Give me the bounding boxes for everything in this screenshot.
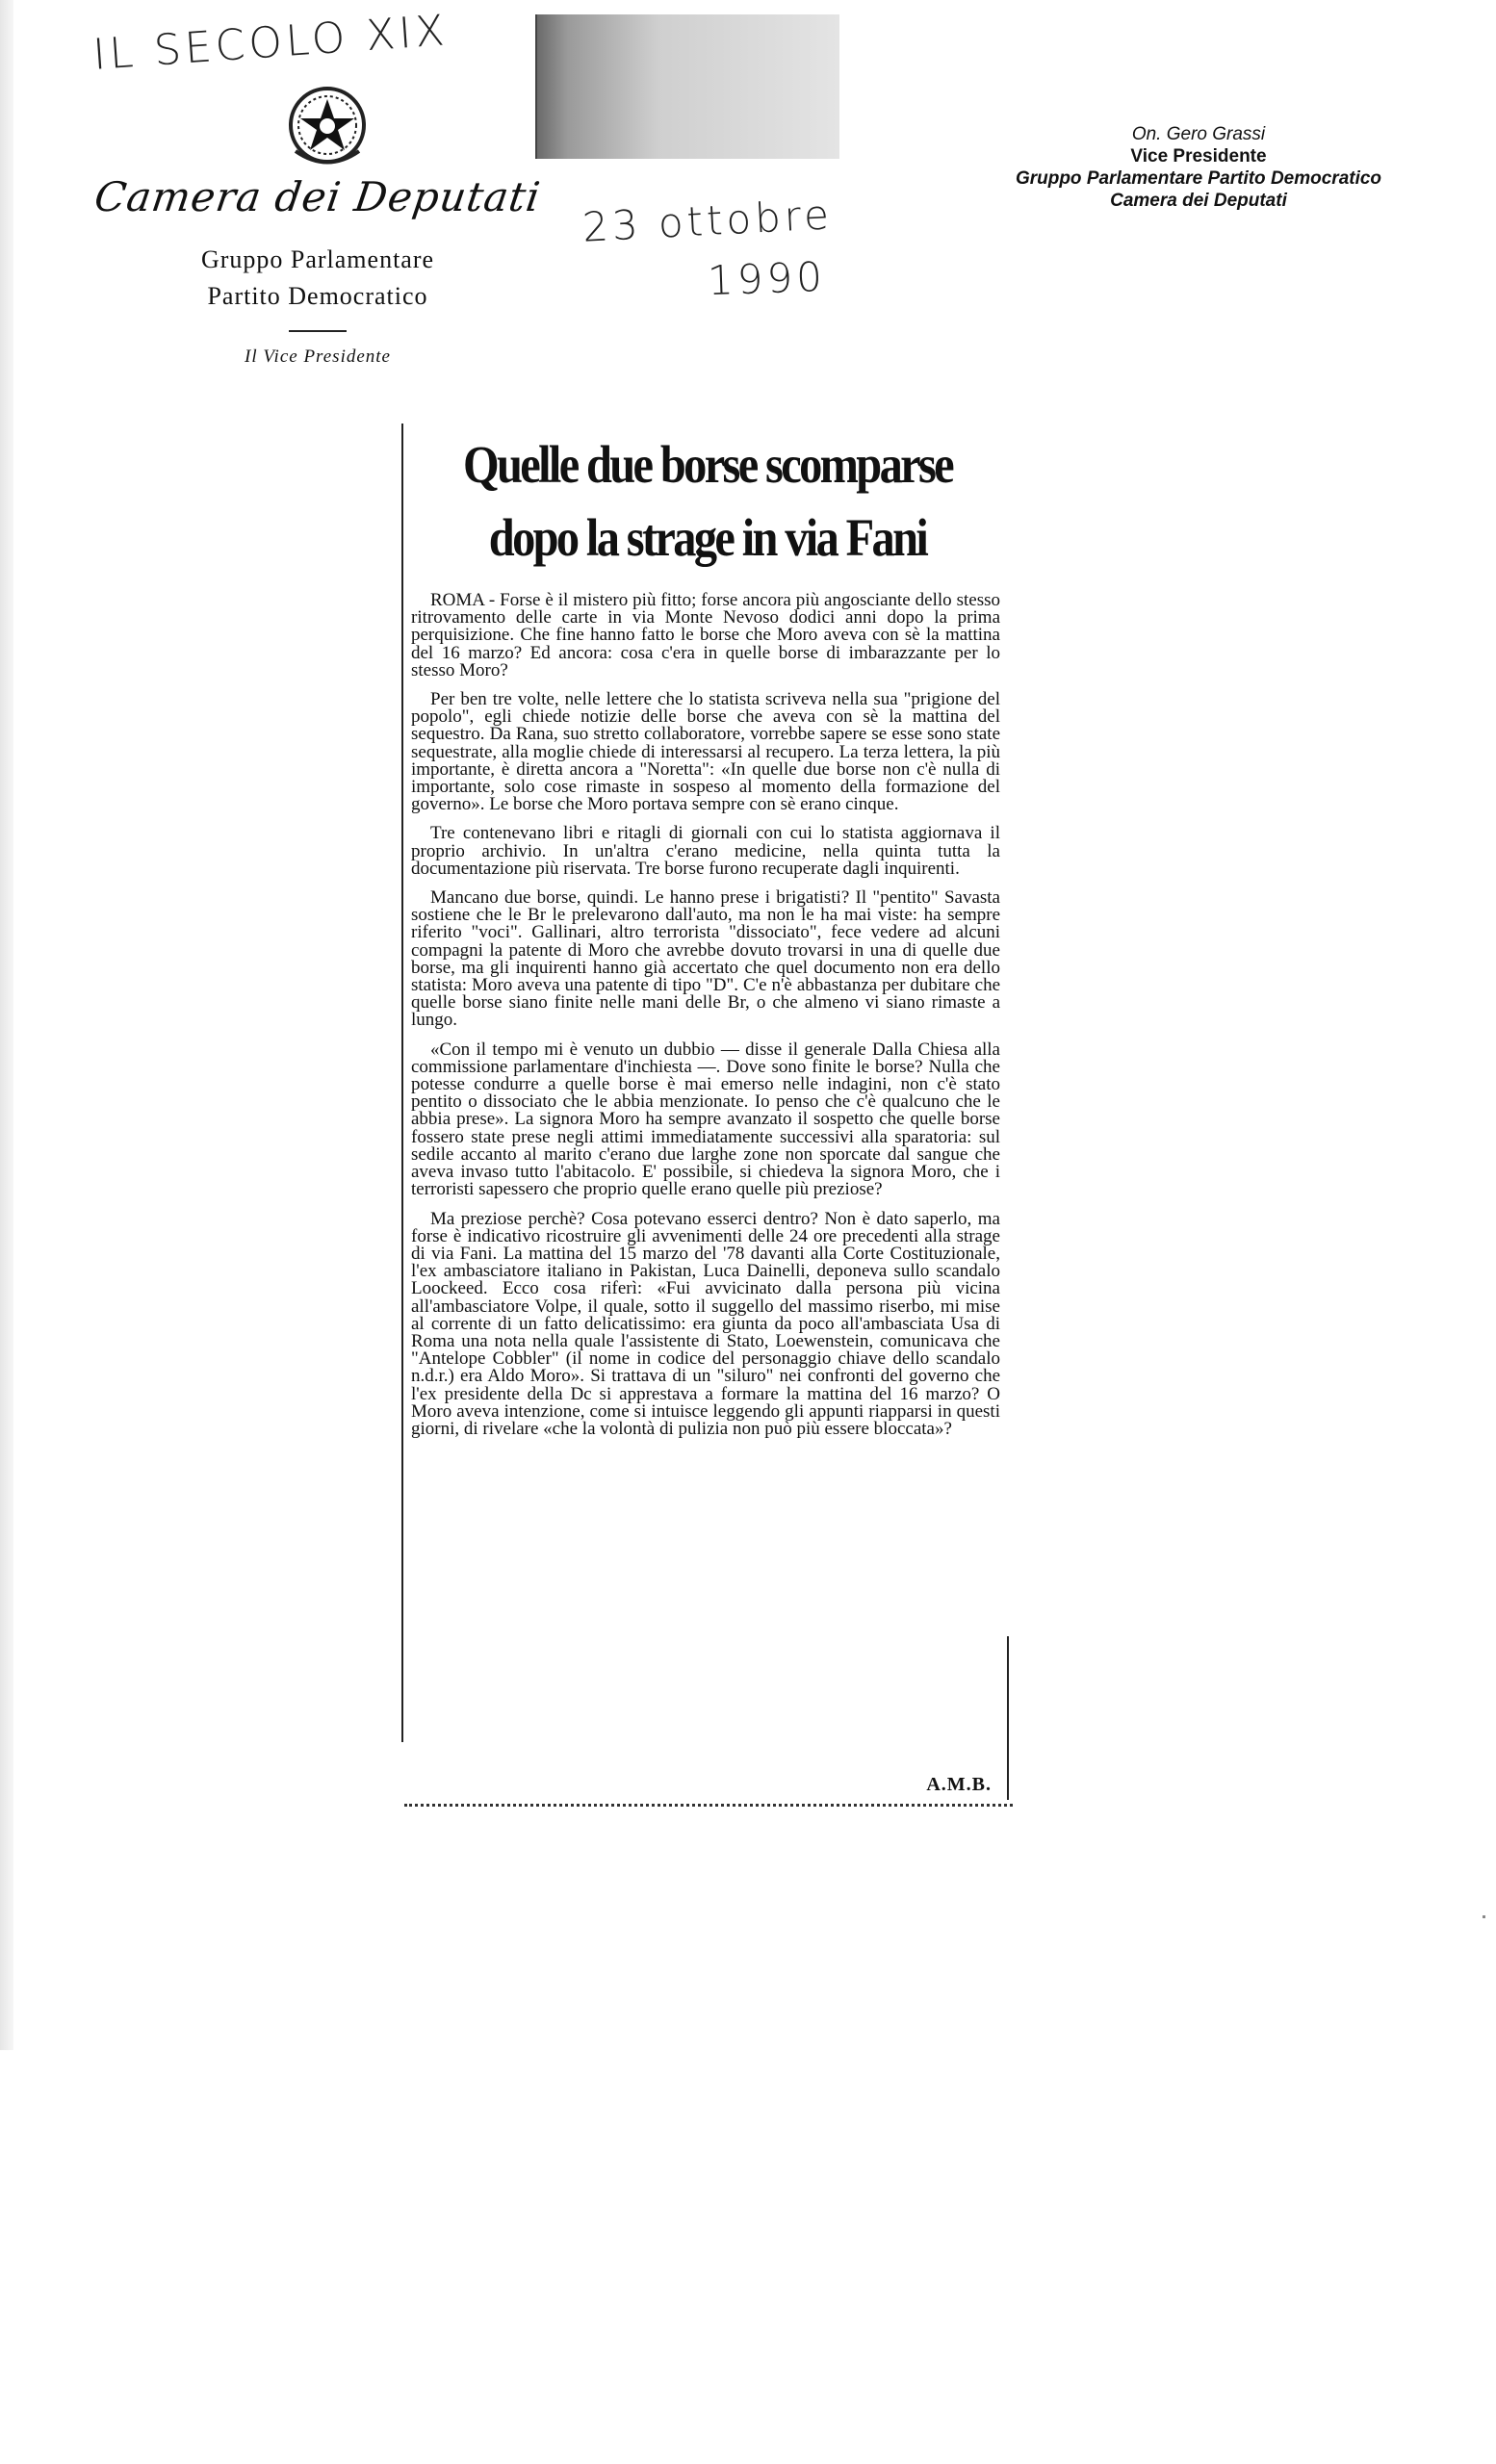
article-paragraph: Ma preziose perchè? Cosa potevano esserci dentro? Non è dato saperlo, ma forse è indicativo ricostruire gli avvenimenti delle 24 ore precedenti alla strage di via Fani. La mattina del 15 marzo del '78 davanti alla Corte Costituzionale, l'ex ambasciatore italiano in Pakistan, Luca Dainelli, deponeva sullo scandalo Loockeed. Ecco cosa riferì: «Fui avvicinato dalla persona più vicina all'ambasciatore Volpe, il quale, sotto il suggello del massimo riserbo, mi mise al corrente di un fatto delicatissimo: era giunta da poco all'ambasciata Usa di Roma una nota nella quale l'assistente di Stato, Loewenstein, comunicava che "Antelope Cobbler" (il nome in codice del personaggio chiave dello scandalo n.d.r.) era Aldo Moro». Si trattava di un "siluro" nei confronti del governo che l'ex presidente della Dc si apprestava a formare la mattina del 16 marzo? O Moro aveva intenzione, come si intuisce leggendo gli appunti riapparsi in questi giorni, di rivelare «che la volontà di pulizia non può più essere bloccata»? xyxy=(411,1208,1000,1439)
group-name-line2: Partito Democratico xyxy=(207,282,428,310)
article-paragraph: «Con il tempo mi è venuto un dubbio — disse il generale Dalla Chiesa alla commissione parlamentare d'inchiesta —. Dove sono finite le borse? Nulla che potesse condurre a quelle borse è mai emerso nelle indagini, non c'è stato pentito o dissociato che le abbia menzionate. Io penso che c'è qualcuno che le abbia prese». La signora Moro ha sempre avanzato il sospetto che quelle borse fossero state prese negli attimi immediatamente successivi alla sparatoria: sul sedile accanto al marito c'erano due larghe zone non sporcate dal sangue che aveva invaso tutto l'abitacolo. E' possibile, si chiedeva la signora Moro, che i terroristi sapessero che proprio quelle erano quelle più preziose? xyxy=(411,1039,1000,1200)
signatory-name: On. Gero Grassi xyxy=(1131,124,1266,144)
article-paragraph: ROMA - Forse è il mistero più fitto; forse ancora più angosciante dello stesso ritrovamento delle carte in via Monte Nevoso dodici anni dopo la prima perquisizione. Che fine hanno fatto le borse che Moro aveva con sè la mattina del 16 marzo? Ed ancora: cosa c'era in quelle borse di imbarazzante per lo stesso Moro? xyxy=(411,590,1000,680)
scan-grey-strip xyxy=(535,14,839,159)
signatory-group: Gruppo Parlamentare Partito Democratico xyxy=(1015,168,1382,189)
article-right-rule xyxy=(1007,1636,1009,1800)
handwritten-year-note: 1990 xyxy=(707,252,827,305)
signatory-chamber: Camera dei Deputati xyxy=(1110,191,1287,211)
handwritten-date-note: 23 ottobre xyxy=(580,191,835,251)
article-author-initials: A.M.B. xyxy=(926,1774,992,1795)
letterhead-divider xyxy=(289,330,347,332)
signatory-title: Vice Presidente xyxy=(1130,146,1267,167)
handwritten-source-note: IL SECOLO XIX xyxy=(91,6,451,80)
scan-speck xyxy=(1483,1915,1485,1918)
italian-republic-emblem-icon xyxy=(286,82,369,168)
vice-president-label: Il Vice Presidente xyxy=(245,346,391,367)
article-paragraph: Mancano due borse, quindi. Le hanno prese i brigatisti? Il "pentito" Savasta sostiene che le Br le prelevarono dall'auto, ma non le ha mai viste: ha sempre riferito "voci". Gallinari, altro terrorista "dissociato", fece vedere ad alcuni compagni la patente di Moro che avrebbe dovuto trovarsi in una di quelle due borse, ma gli inquirenti hanno già accertato che quel documento non era dello statista: Moro aveva una patente di tipo "D". C'e n'è abbastanza per dubitare che quelle borse siano finite nelle mani delle Br, o che almeno vi siano rimaste a lungo. xyxy=(411,887,1000,1031)
signature-block xyxy=(972,123,1425,212)
article-body xyxy=(411,592,1000,1450)
article-paragraph: Tre contenevano libri e ritagli di giornali con cui lo statista aggiornava il proprio archivio. In un'altra c'erano medicine, nella quinta tutta la documentazione più riservata. Tre borse furono recuperate dagli inquirenti. xyxy=(411,823,1000,879)
headline-line2: dopo la strage in via Fani xyxy=(488,508,927,567)
dotted-divider xyxy=(404,1804,1013,1807)
chamber-title: Camera dei Deputati xyxy=(91,173,544,220)
scan-left-edge xyxy=(0,0,13,2050)
group-name-line1: Gruppo Parlamentare xyxy=(200,245,435,273)
article-headline xyxy=(445,428,970,575)
article-left-rule xyxy=(401,424,403,1742)
headline-line1: Quelle due borse scomparse xyxy=(462,435,953,494)
article-paragraph: Per ben tre volte, nelle lettere che lo statista scriveva nella sua "prigione del popolo", egli chiede notizie delle borse che aveva con sè la mattina del sequestro. Da Rana, suo stretto collaboratore, vorrebbe sapere se esse sono state sequestrate, alla moglie chiede di interessarsi al recupero. La terza lettera, la più importante, è diretta ancora a "Noretta": «In quelle due borse non c'è nulla di importante, solo cose rimaste in sospeso al momento della formazione del governo». Le borse che Moro portava sempre con sè erano cinque. xyxy=(411,689,1000,815)
